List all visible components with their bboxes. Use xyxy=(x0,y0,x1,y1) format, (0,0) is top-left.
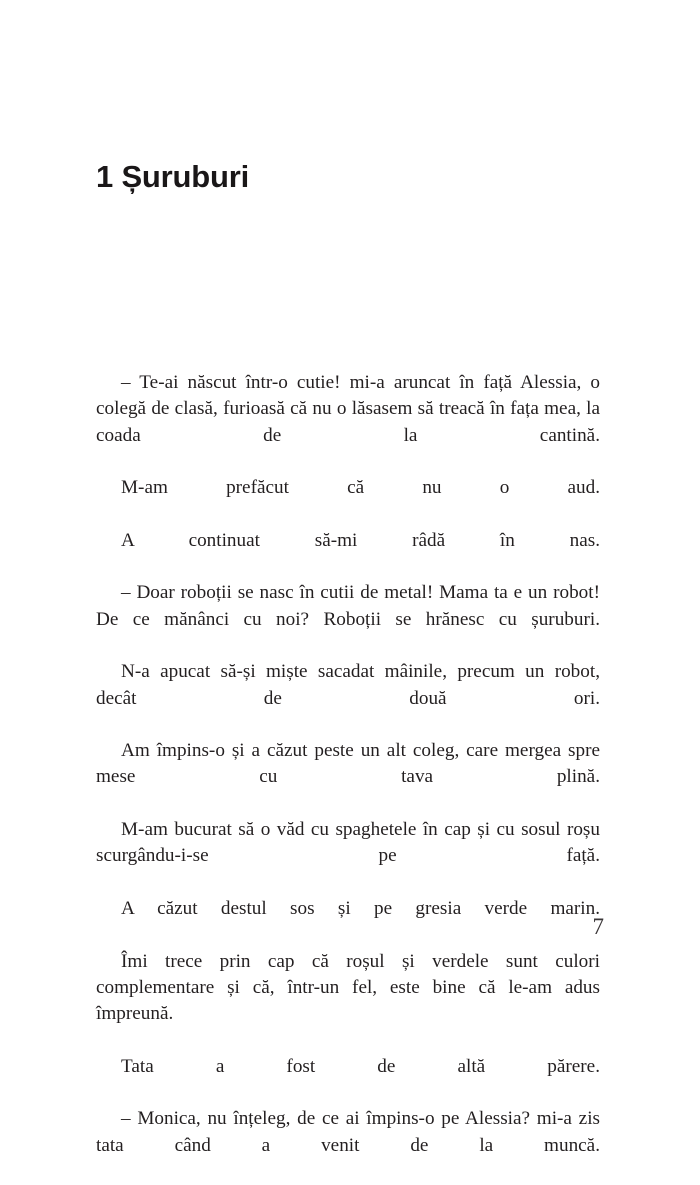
paragraph: Am împins-o și a căzut peste un alt coleg, care mergea spre mese cu tava plină. xyxy=(96,740,600,788)
paragraph: A căzut destul sos și pe gresia verde marin. xyxy=(121,897,600,919)
paragraph: Îmi trece prin cap că roșul și verdele sunt culori complementare și că, într-un fel, este bine că le-am adus împreună. xyxy=(96,950,600,1025)
paragraph: – Te-ai născut într-o cutie! mi-a aruncat în față Alessia, o colegă de clasă, furioasă că nu o lăsasem să treacă în fața mea, la coada de la cantină. xyxy=(96,372,600,446)
paragraph: A continuat să-mi râdă în nas. xyxy=(121,529,600,551)
paragraph: M-am prefăcut că nu o aud. xyxy=(121,477,600,499)
paragraph: N-a apucat să-și miște sacadat mâinile, precum un robot, decât de două ori. xyxy=(96,661,600,709)
paragraph: Tata a fost de altă părere. xyxy=(121,1055,600,1077)
paragraph: – Doar roboții se nasc în cutii de metal! Mama ta e un robot! De ce mănânci cu noi? Roboții se hrănesc cu șuruburi. xyxy=(96,582,600,630)
body-text-block xyxy=(96,370,600,1185)
page-number: 7 xyxy=(592,914,604,939)
chapter-title: 1 Șuruburi xyxy=(96,158,250,194)
paragraph: – Monica, nu înțeleg, de ce ai împins-o pe Alessia? mi-a zis tata când a venit de la muncă. xyxy=(96,1108,600,1156)
paragraph: M-am bucurat să o văd cu spaghetele în cap și cu sosul roșu scurgându-i-se pe față. xyxy=(96,819,600,867)
